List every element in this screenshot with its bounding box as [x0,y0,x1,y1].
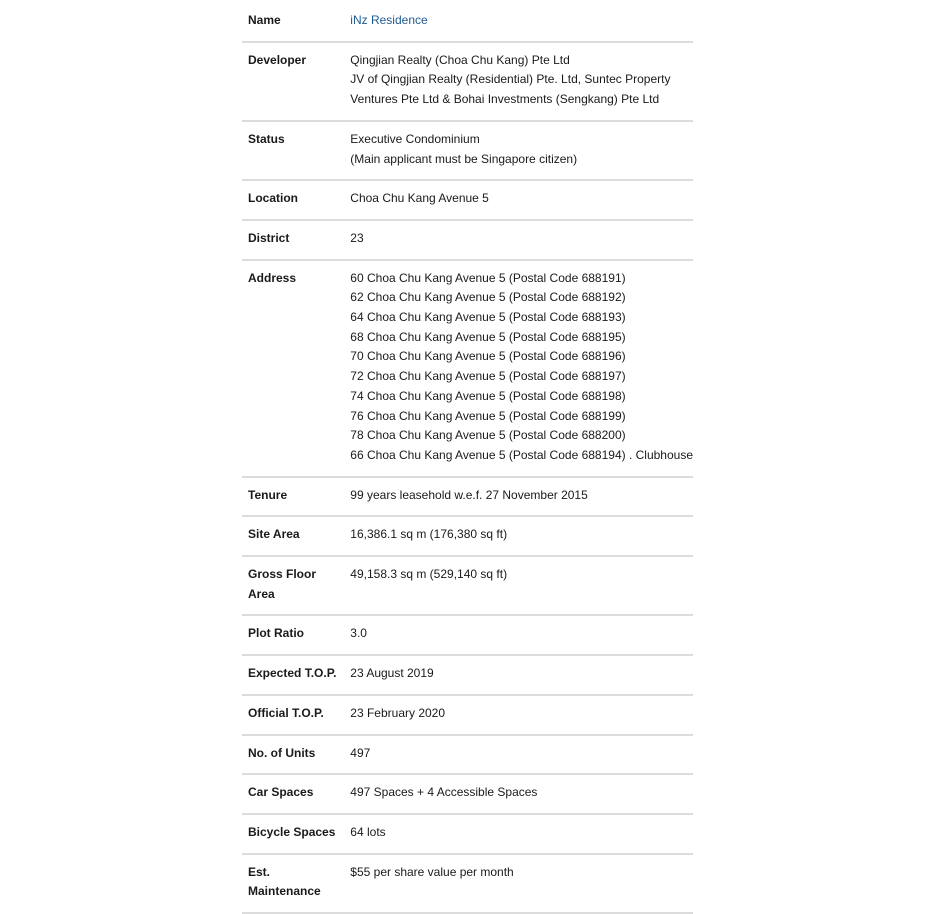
status-label: Status [242,121,344,180]
developer-value [344,42,693,121]
row-gross-floor-area [242,556,693,615]
plot-ratio-value: 3.0 [344,615,693,655]
row-maintenance [242,854,693,913]
developer-line: Ventures Pte Ltd & Bohai Investments (Sengkang) Pte Ltd [350,92,660,107]
row-car-spaces [242,774,693,814]
status-value [344,121,693,180]
maintenance-value: $55 per share value per month [344,854,693,913]
address-line: 76 Choa Chu Kang Avenue 5 (Postal Code 688199) [350,408,626,423]
tenure-value: 99 years leasehold w.e.f. 27 November 2015 [344,477,693,517]
expected-top-label: Expected T.O.P. [242,655,344,695]
location-value: Choa Chu Kang Avenue 5 [344,180,693,220]
official-top-label: Official T.O.P. [242,695,344,735]
site-area-label: Site Area [242,516,344,556]
row-developer [242,42,693,121]
row-address [242,260,693,477]
tenure-label: Tenure [242,477,344,517]
address-line: 74 Choa Chu Kang Avenue 5 (Postal Code 688198) [350,388,626,403]
row-bicycle-spaces [242,814,693,854]
address-line: 66 Choa Chu Kang Avenue 5 (Postal Code 688194) . Clubhouse [350,447,693,462]
district-label: District [242,220,344,260]
status-line: (Main applicant must be Singapore citizen) [350,151,578,166]
address-line: 62 Choa Chu Kang Avenue 5 (Postal Code 688192) [350,290,626,305]
gross-floor-area-value: 49,158.3 sq m (529,140 sq ft) [344,556,693,615]
row-location [242,180,693,220]
address-line: 70 Choa Chu Kang Avenue 5 (Postal Code 688196) [350,349,626,364]
row-official-top [242,695,693,735]
car-spaces-label: Car Spaces [242,774,344,814]
developer-line: Qingjian Realty (Choa Chu Kang) Pte Ltd [350,52,570,67]
address-line: 68 Choa Chu Kang Avenue 5 (Postal Code 688195) [350,329,626,344]
address-value [344,260,693,477]
expected-top-value: 23 August 2019 [344,655,693,695]
official-top-value: 23 February 2020 [344,695,693,735]
address-line: 64 Choa Chu Kang Avenue 5 (Postal Code 688193) [350,310,626,325]
row-district [242,220,693,260]
address-line: 78 Choa Chu Kang Avenue 5 (Postal Code 688200) [350,428,626,443]
row-expected-top [242,655,693,695]
name-label: Name [242,3,344,42]
status-line: Executive Condominium [350,131,480,146]
row-tenure [242,477,693,517]
row-name [242,3,693,42]
district-value: 23 [344,220,693,260]
project-name-link[interactable]: iNz Residence [350,13,428,27]
bicycle-spaces-value: 64 lots [344,814,693,854]
address-label: Address [242,260,344,477]
units-label: No. of Units [242,735,344,775]
developer-line: JV of Qingjian Realty (Residential) Pte. Ltd, Suntec Property [350,72,671,87]
name-value-cell [344,3,693,42]
location-label: Location [242,180,344,220]
address-line: 72 Choa Chu Kang Avenue 5 (Postal Code 688197) [350,369,626,384]
row-site-area [242,516,693,556]
gross-floor-area-label: Gross Floor Area [242,556,344,615]
bicycle-spaces-label: Bicycle Spaces [242,814,344,854]
row-units [242,735,693,775]
row-plot-ratio [242,615,693,655]
developer-label: Developer [242,42,344,121]
units-value: 497 [344,735,693,775]
site-area-value: 16,386.1 sq m (176,380 sq ft) [344,516,693,556]
plot-ratio-label: Plot Ratio [242,615,344,655]
row-status [242,121,693,180]
maintenance-label: Est. Maintenance [242,854,344,913]
car-spaces-value: 497 Spaces + 4 Accessible Spaces [344,774,693,814]
address-line: 60 Choa Chu Kang Avenue 5 (Postal Code 688191) [350,270,626,285]
project-details-table [242,3,693,914]
